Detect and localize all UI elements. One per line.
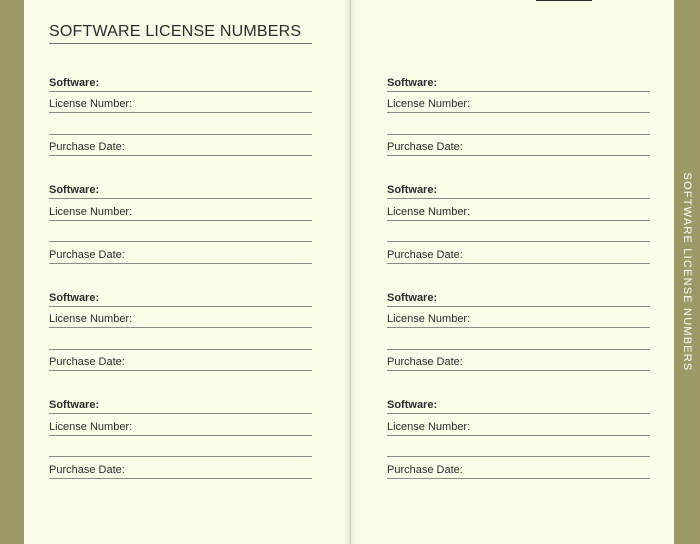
page-top-mark bbox=[536, 0, 592, 1]
software-field[interactable] bbox=[49, 178, 312, 200]
license-number-extra-line[interactable] bbox=[387, 328, 650, 350]
software-label: Software: bbox=[49, 399, 100, 411]
license-number-extra-line[interactable] bbox=[49, 436, 312, 458]
license-number-field[interactable] bbox=[387, 414, 650, 436]
license-entry bbox=[49, 285, 312, 393]
license-number-extra-line[interactable] bbox=[387, 113, 650, 135]
left-page bbox=[24, 0, 351, 544]
purchase-date-field[interactable] bbox=[387, 135, 650, 157]
purchase-date-label: Purchase Date: bbox=[49, 356, 125, 368]
license-number-label: License Number: bbox=[387, 98, 471, 110]
page-title: SOFTWARE LICENSE NUMBERS bbox=[49, 22, 312, 44]
license-number-label: License Number: bbox=[387, 420, 471, 433]
purchase-date-field[interactable] bbox=[49, 457, 312, 479]
left-entries bbox=[49, 70, 312, 500]
software-field[interactable] bbox=[49, 393, 312, 415]
software-field[interactable] bbox=[49, 285, 312, 307]
software-field[interactable] bbox=[387, 70, 650, 92]
license-number-field[interactable] bbox=[49, 307, 312, 329]
license-number-label: License Number: bbox=[49, 98, 133, 110]
purchase-date-label: Purchase Date: bbox=[49, 463, 125, 476]
license-number-label: License Number: bbox=[49, 205, 133, 218]
purchase-date-label: Purchase Date: bbox=[49, 248, 125, 261]
purchase-date-label: Purchase Date: bbox=[387, 248, 463, 261]
license-number-extra-line[interactable] bbox=[387, 436, 650, 458]
license-number-field[interactable] bbox=[49, 92, 312, 114]
software-field[interactable] bbox=[387, 285, 650, 307]
license-number-field[interactable] bbox=[387, 307, 650, 329]
software-field[interactable] bbox=[387, 393, 650, 415]
license-number-label: License Number: bbox=[387, 205, 471, 218]
license-number-field[interactable] bbox=[49, 414, 312, 436]
purchase-date-label: Purchase Date: bbox=[387, 463, 463, 476]
license-entry bbox=[387, 70, 650, 178]
purchase-date-label: Purchase Date: bbox=[49, 141, 125, 153]
license-entry bbox=[49, 70, 312, 178]
software-label: Software: bbox=[387, 291, 438, 304]
license-number-field[interactable] bbox=[387, 92, 650, 114]
section-tab-label: SOFTWARE LICENSE NUMBERS bbox=[681, 172, 693, 372]
software-field[interactable] bbox=[387, 178, 650, 200]
software-label: Software: bbox=[49, 184, 100, 196]
purchase-date-field[interactable] bbox=[49, 242, 312, 264]
license-entry bbox=[387, 393, 650, 501]
license-number-extra-line[interactable] bbox=[49, 113, 312, 135]
software-label: Software: bbox=[387, 184, 438, 196]
software-label: Software: bbox=[49, 76, 100, 89]
purchase-date-field[interactable] bbox=[387, 350, 650, 372]
purchase-date-field[interactable] bbox=[49, 350, 312, 372]
book-cover-edge bbox=[0, 0, 24, 544]
license-number-label: License Number: bbox=[387, 313, 471, 325]
license-number-label: License Number: bbox=[49, 420, 133, 433]
license-entry bbox=[49, 393, 312, 501]
license-entry bbox=[387, 178, 650, 286]
license-number-label: License Number: bbox=[49, 313, 133, 325]
section-tab[interactable] bbox=[674, 0, 700, 544]
right-entries bbox=[387, 70, 650, 500]
purchase-date-label: Purchase Date: bbox=[387, 356, 463, 368]
purchase-date-label: Purchase Date: bbox=[387, 141, 463, 153]
right-page bbox=[351, 0, 674, 544]
license-number-extra-line[interactable] bbox=[49, 328, 312, 350]
license-entry bbox=[387, 285, 650, 393]
software-label: Software: bbox=[49, 291, 100, 304]
software-label: Software: bbox=[387, 76, 438, 89]
license-number-field[interactable] bbox=[387, 199, 650, 221]
purchase-date-field[interactable] bbox=[49, 135, 312, 157]
license-number-extra-line[interactable] bbox=[49, 221, 312, 243]
software-field[interactable] bbox=[49, 70, 312, 92]
purchase-date-field[interactable] bbox=[387, 242, 650, 264]
license-number-extra-line[interactable] bbox=[387, 221, 650, 243]
license-number-field[interactable] bbox=[49, 199, 312, 221]
purchase-date-field[interactable] bbox=[387, 457, 650, 479]
license-entry bbox=[49, 178, 312, 286]
software-label: Software: bbox=[387, 399, 438, 411]
